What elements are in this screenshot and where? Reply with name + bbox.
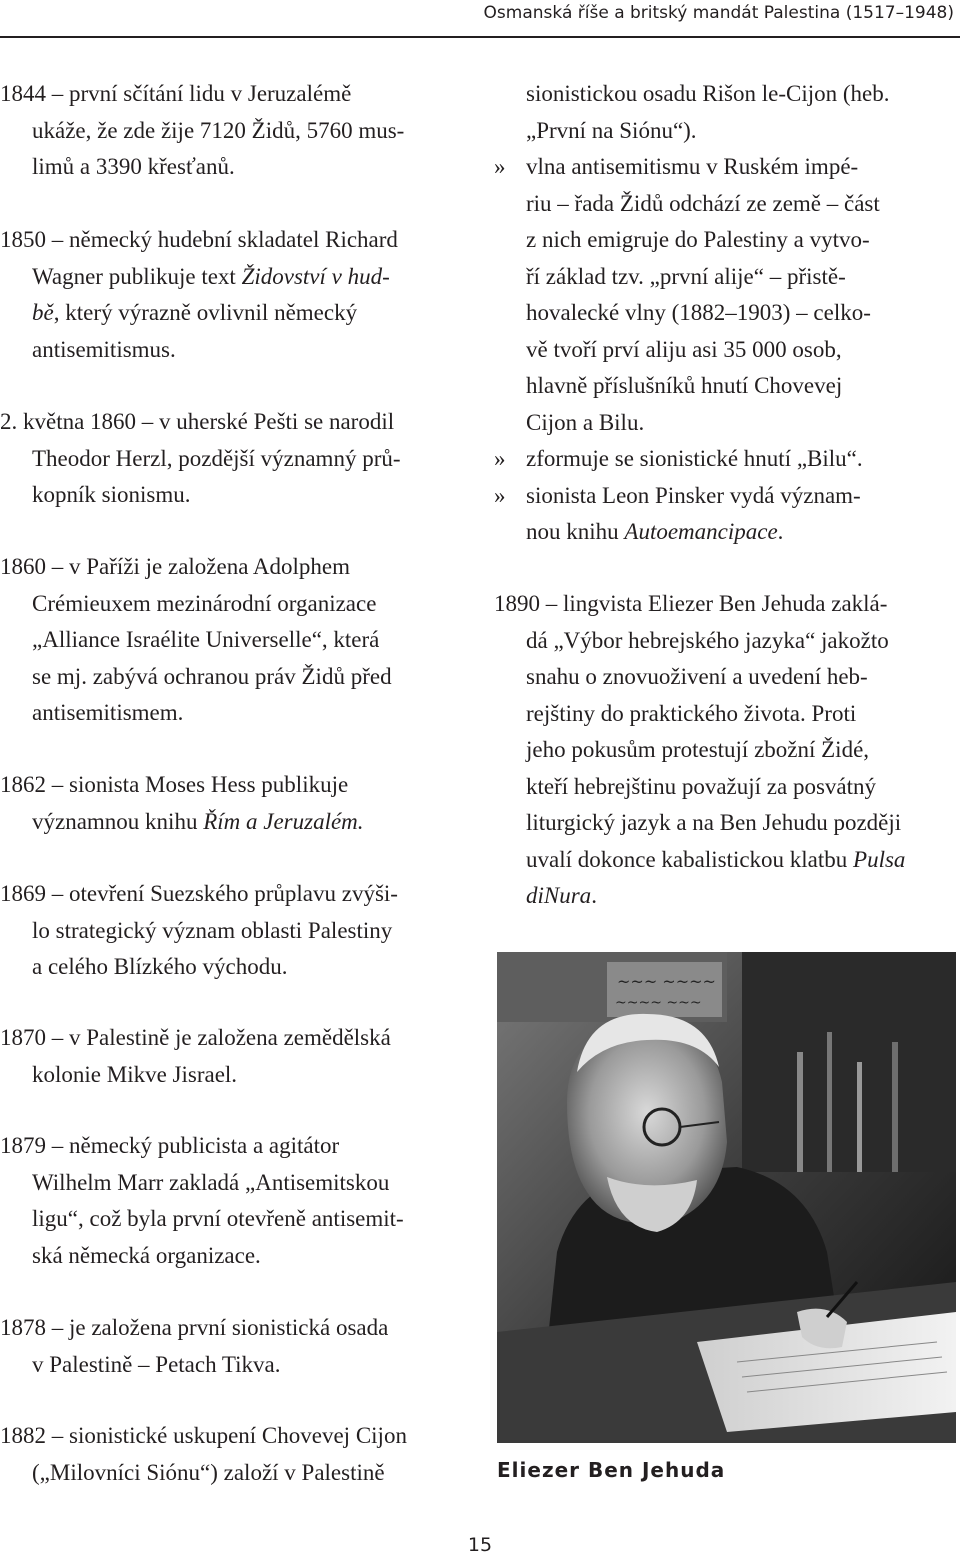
- bullet-item: [494, 478, 956, 551]
- text-line: kolonie Mikve Jisrael.: [32, 1061, 238, 1087]
- text-line: 1890 – lingvista Eliezer Ben Jehuda zaklá-: [494, 591, 888, 616]
- entry-1882-continued: [494, 76, 956, 149]
- text-line: 1860 – v Paříži je založena Adolphem: [0, 554, 351, 579]
- text-line: antisemitismus.: [32, 336, 176, 362]
- text-line: sionistickou osadu Rišon le-Cijon (heb.: [526, 81, 890, 106]
- text-line: 1882 – sionistické uskupení Chovevej Cijon: [0, 1423, 407, 1448]
- text-line: antisemitismem.: [32, 700, 184, 725]
- text-line: diNura.: [526, 883, 597, 908]
- bullet-marker: »: [494, 446, 506, 471]
- bullet-marker: »: [494, 154, 506, 179]
- text-line: liturgický jazyk a na Ben Jehudu později: [526, 810, 902, 835]
- portrait-illustration: [497, 952, 956, 1443]
- bullet-list: [494, 149, 956, 551]
- entry-1882: [0, 1418, 460, 1491]
- bullet-marker: »: [494, 482, 506, 508]
- entry-1869: [0, 876, 460, 986]
- text-line: Wilhelm Marr zakladá „Antisemitskou: [32, 1169, 390, 1195]
- entry-1860-alliance: [0, 549, 460, 732]
- entry-1844: [0, 76, 460, 186]
- entry-1879: [0, 1128, 460, 1274]
- text-line: 1869 – otevření Suezského průplavu zvýši-: [0, 881, 398, 906]
- text-line: ří základ tzv. „první alije“ – přistě-: [526, 263, 846, 289]
- entry-1890: [494, 586, 956, 915]
- entry-1860-herzl: [0, 404, 460, 514]
- text-line: kteří hebrejštinu považují za posvátný: [526, 773, 877, 799]
- text-line: 1850 – německý hudební skladatel Richard: [0, 227, 398, 252]
- text-line: hovalecké vlny (1882–1903) – celko-: [526, 300, 871, 325]
- header-rule: [0, 36, 960, 38]
- text-line: „První na Siónu“).: [526, 117, 697, 143]
- text-line: v Palestině – Petach Tikva.: [32, 1351, 281, 1377]
- text-line: Cijon a Bilu.: [526, 409, 645, 435]
- portrait-photo: [497, 952, 956, 1443]
- text-line: ukáže, že zde žije 7120 Židů, 5760 mus-: [32, 117, 405, 143]
- text-line: ská německá organizace.: [32, 1242, 261, 1268]
- photo-caption: Eliezer Ben Jehuda: [497, 1458, 726, 1482]
- text-line: kopník sionismu.: [32, 482, 191, 507]
- text-line: limů a 3390 křesťanů.: [32, 154, 235, 179]
- text-line: Crémieuxem mezinárodní organizace: [32, 590, 377, 616]
- entry-1878: [0, 1310, 460, 1383]
- text-line: zformuje se sionistické hnutí „Bilu“.: [526, 446, 863, 471]
- text-line: uvalí dokonce kabalistickou klatbu Pulsa: [526, 846, 906, 872]
- text-line: a celého Blízkého východu.: [32, 954, 288, 979]
- entry-1850: [0, 222, 460, 368]
- text-line: jeho pokusům protestují zbožní Židé,: [526, 737, 870, 762]
- entry-1862: [0, 767, 460, 840]
- text-line: bě, který výrazně ovlivnil německý: [32, 300, 358, 325]
- svg-text:~~~ ~~~~: ~~~ ~~~~: [617, 972, 716, 991]
- text-line: („Milovníci Siónu“) založí v Palestině: [32, 1459, 385, 1485]
- bullet-item: [494, 149, 956, 441]
- text-line: snahu o znovuoživení a uvedení heb-: [526, 664, 868, 689]
- text-line: nou knihu Autoemancipace.: [526, 519, 784, 544]
- text-line: 1862 – sionista Moses Hess publikuje: [0, 772, 349, 797]
- text-line: vě tvoří prví aliju asi 35 000 osob,: [526, 336, 842, 362]
- text-line: lo strategický význam oblasti Palestiny: [32, 917, 393, 943]
- svg-text:~~~~ ~~~: ~~~~ ~~~: [615, 995, 702, 1011]
- running-header: Osmanská říše a britský mandát Palestina (1517–1948): [483, 3, 954, 23]
- text-line: hlavně příslušníků hnutí Chovevej: [526, 373, 843, 398]
- text-line: dá „Výbor hebrejského jazyka“ jakožto: [526, 627, 889, 653]
- text-line: z nich emigruje do Palestiny a vytvo-: [526, 227, 870, 252]
- text-line: rejštiny do praktického života. Proti: [526, 700, 857, 726]
- text-line: Theodor Herzl, pozdější významný prů-: [32, 445, 401, 471]
- text-line: „Alliance Israélite Universelle“, která: [32, 627, 380, 652]
- text-line: Wagner publikuje text Židovství v hud-: [32, 263, 390, 289]
- text-line: 1878 – je založena první sionistická osada: [0, 1315, 389, 1340]
- text-line: 1844 – první sčítání lidu v Jeruzalémě: [0, 81, 352, 106]
- text-line: riu – řada Židů odchází ze země – část: [526, 190, 880, 216]
- text-line: vlna antisemitismu v Ruském impé-: [526, 154, 859, 179]
- bullet-item: [494, 441, 956, 478]
- text-line: sionista Leon Pinsker vydá význam-: [526, 482, 861, 508]
- text-line: ligu“, což byla první otevřeně antisemit-: [32, 1206, 404, 1231]
- text-line: 2. května 1860 – v uherské Pešti se narodil: [0, 409, 395, 434]
- entry-1870: [0, 1020, 460, 1093]
- text-line: 1879 – německý publicista a agitátor: [0, 1133, 340, 1158]
- text-line: 1870 – v Palestině je založena zemědělská: [0, 1025, 391, 1050]
- text-line: se mj. zabývá ochranou práv Židů před: [32, 663, 392, 689]
- page-number: 15: [467, 1534, 493, 1556]
- text-line: významnou knihu Řím a Jeruzalém.: [32, 808, 364, 834]
